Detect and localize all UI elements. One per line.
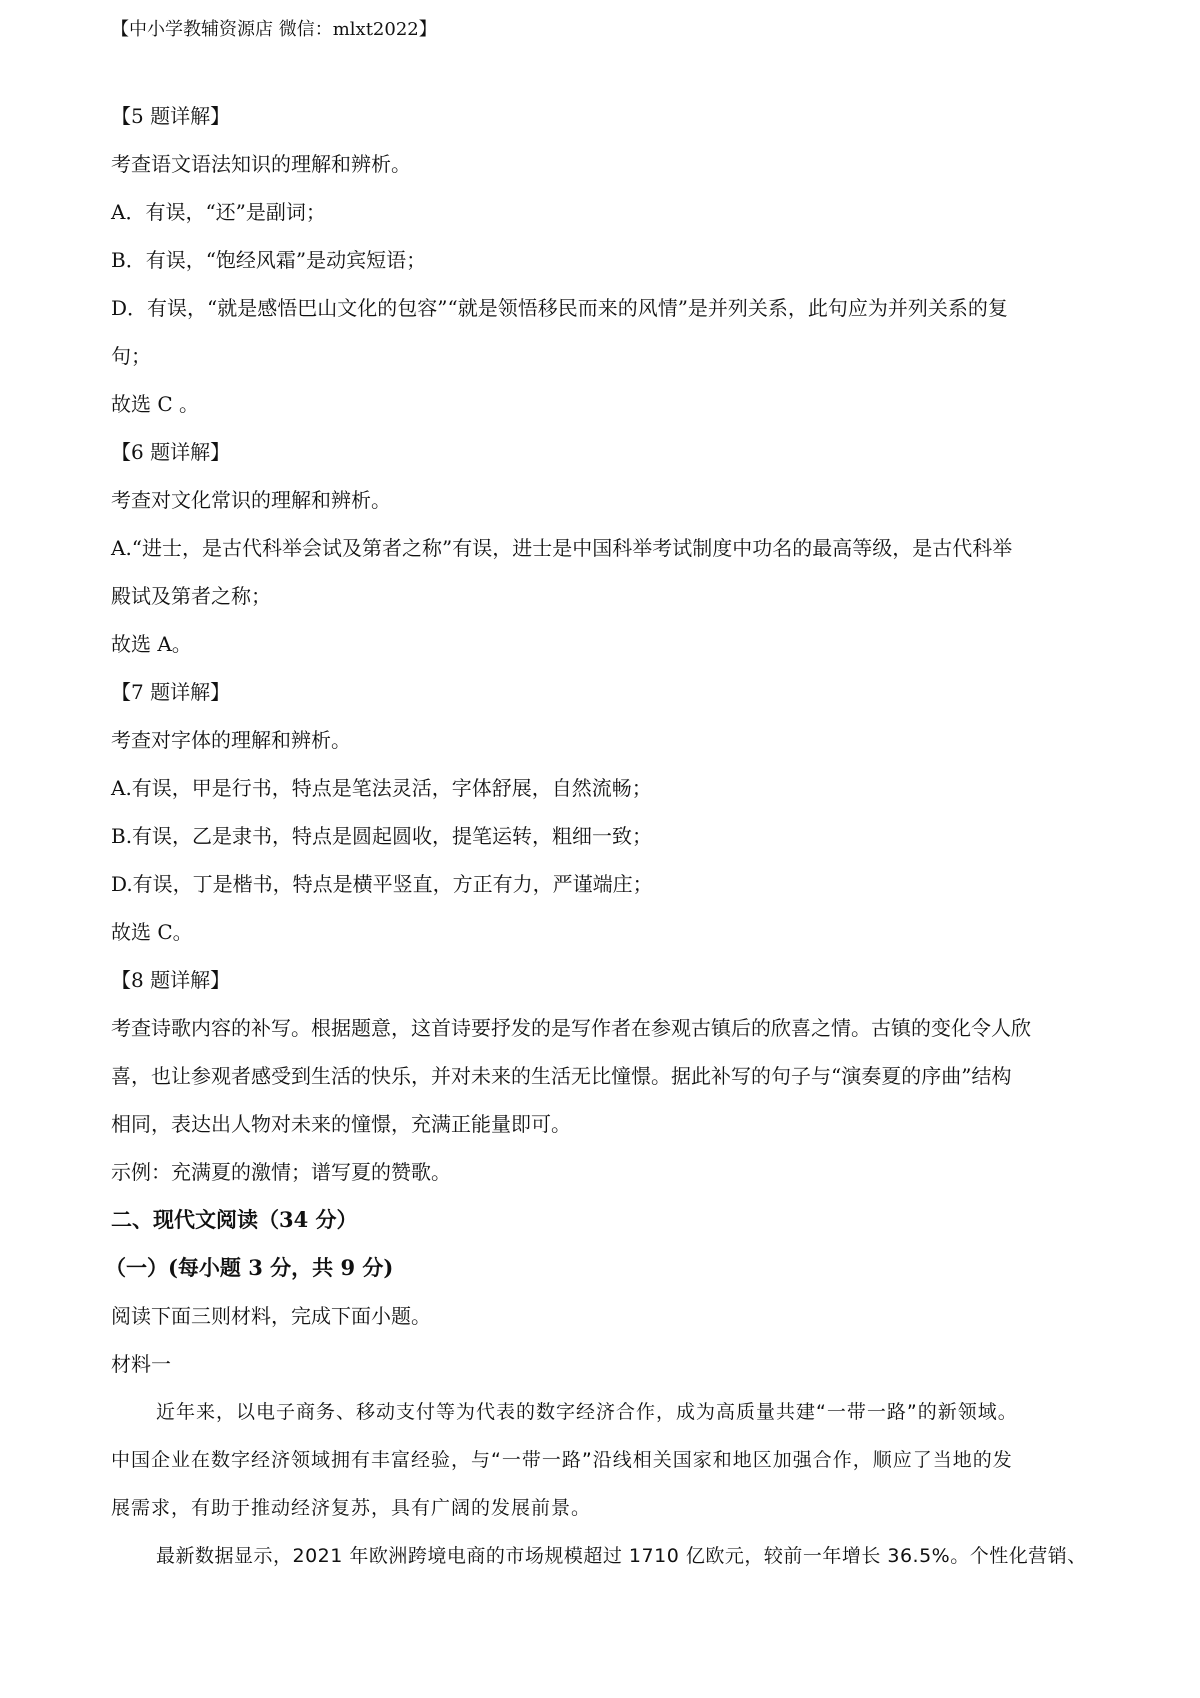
q6-line-2: A.“进士，是古代科举会试及第者之称”有误，进士是中国科举考试制度中功名的最高等级，是古代科举 [111,536,1013,560]
q7-line-1: 考查对字体的理解和辨析。 [111,728,351,752]
q7-line-3: B.有误，乙是隶书，特点是圆起圆收，提笔运转，粗细一致； [111,824,653,848]
q7-line-4: D.有误，丁是楷书，特点是横平竖直，方正有力，严谨端庄； [111,872,653,896]
q8-line-1: 考查诗歌内容的补写。根据题意，这首诗要抒发的是写作者在参观古镇后的欣喜之情。古镇的变化令人欣 [111,1016,1031,1040]
q5-line-5: 句； [111,344,151,368]
section-2-intro: 阅读下面三则材料，完成下面小题。 [111,1304,431,1328]
q7-heading: 【7 题详解】 [111,680,231,704]
q6-line-3: 殿试及第者之称； [111,584,271,608]
material-1-para-1-line-1: 近年来，以电子商务、移动支付等为代表的数字经济合作，成为高质量共建“一带一路”的新领域。 [156,1401,1018,1423]
material-1-para-1-line-2: 中国企业在数字经济领域拥有丰富经验，与“一带一路”沿线相关国家和地区加强合作，顺应了当地的发 [111,1449,1013,1471]
q7-answer: 故选 C。 [111,920,193,944]
q5-line-1: 考查语文语法知识的理解和辨析。 [111,152,411,176]
q5-answer: 故选 C 。 [111,392,200,416]
section-2-title: 二、现代文阅读（34 分） [111,1207,358,1232]
q6-line-1: 考查对文化常识的理解和辨析。 [111,488,391,512]
material-1-title: 材料一 [111,1352,171,1376]
q5-line-3: B．有误，“饱经风霜”是动宾短语； [111,248,427,272]
q8-line-2: 喜，也让参观者感受到生活的快乐，并对未来的生活无比憧憬。据此补写的句子与“演奏夏的序曲”结构 [111,1064,1012,1088]
q5-line-4: D．有误，“就是感悟巴山文化的包容”“就是领悟移民而来的风情”是并列关系，此句应为并列关系的复 [111,296,1008,320]
material-1-para-1-line-3: 展需求，有助于推动经济复苏，具有广阔的发展前景。 [111,1497,592,1519]
q6-answer: 故选 A。 [111,632,192,656]
header-watermark: 【中小学教辅资源店 微信：mlxt2022】 [111,19,437,40]
q5-line-2: A．有误，“还”是副词； [111,200,326,224]
q8-example: 示例：充满夏的激情；谱写夏的赞歌。 [111,1160,451,1184]
q5-heading: 【5 题详解】 [111,104,231,128]
q6-heading: 【6 题详解】 [111,440,231,464]
q8-heading: 【8 题详解】 [111,968,231,992]
q8-line-3: 相同，表达出人物对未来的憧憬，充满正能量即可。 [111,1112,571,1136]
section-2-subtitle: （一）(每小题 3 分，共 9 分) [105,1255,394,1280]
q7-line-2: A.有误，甲是行书，特点是笔法灵活，字体舒展，自然流畅； [111,776,652,800]
material-1-para-2-line-1: 最新数据显示，2021 年欧洲跨境电商的市场规模超过 1710 亿欧元，较前一年增长 36.5%。个性化营销、 [156,1545,1087,1567]
